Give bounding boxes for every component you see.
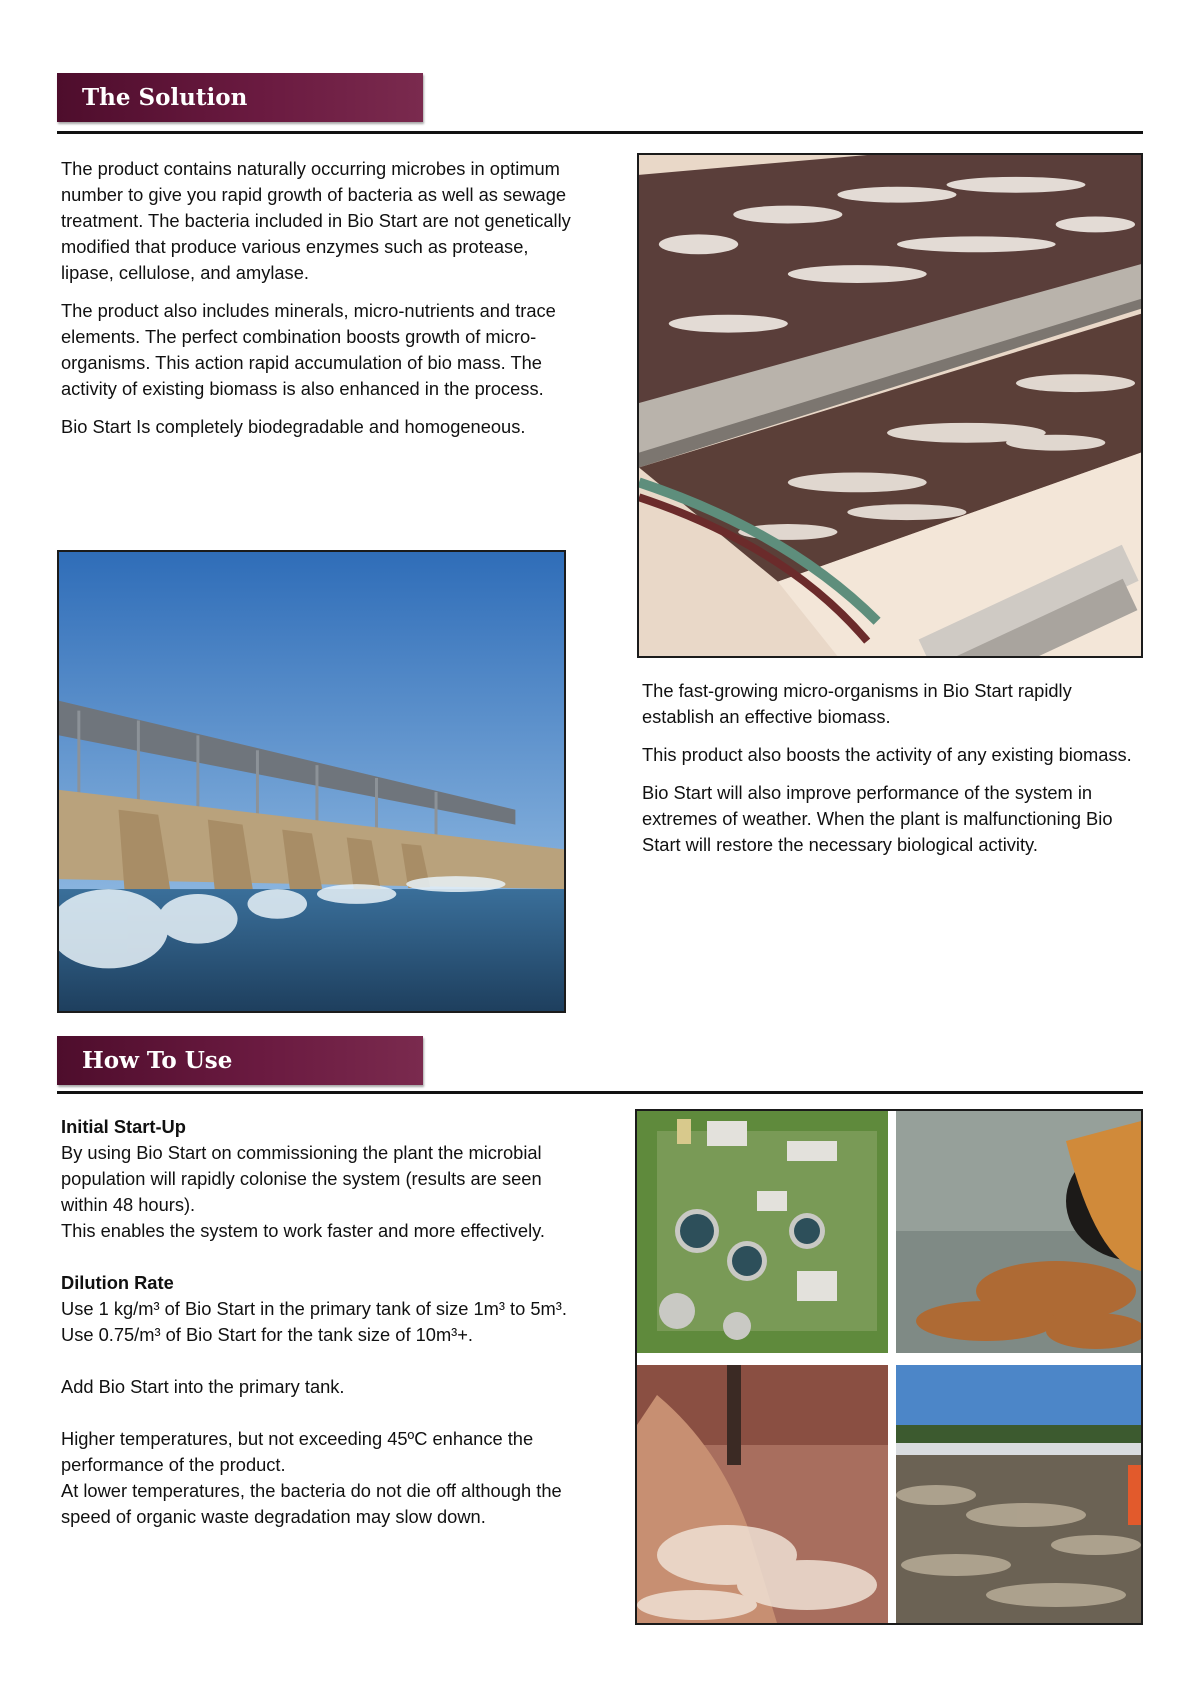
- section-banner-solution: [57, 73, 423, 122]
- startup-heading: Initial Start-Up: [61, 1116, 186, 1137]
- dilution-line: Use 1 kg/m³ of Bio Start in the primary tank of size 1m³ to 5m³.: [61, 1298, 567, 1319]
- paragraph: The product also includes minerals, micro-nutrients and trace elements. The perfect combination boosts growth of micro-organisms. This action rapid accumulation of bio mass. The activity of existing biomass is also enhanced in the process.: [61, 300, 556, 399]
- solution-intro-text: [61, 156, 571, 452]
- paragraph: Bio Start will also improve performance of the system in extremes of weather. When the plant is malfunctioning Bio Start will restore the necessary biological activity.: [642, 782, 1113, 855]
- dam-photo: [57, 550, 566, 1013]
- solution-benefits-text: [642, 678, 1132, 870]
- how-to-use-text: [61, 1114, 571, 1530]
- temperature-note: At lower temperatures, the bacteria do not die off although the speed of organic waste degradation may slow down.: [61, 1480, 562, 1527]
- temperature-note: Higher temperatures, but not exceeding 45ºC enhance the performance of the product.: [61, 1428, 534, 1475]
- section-title: The Solution: [82, 84, 248, 111]
- aeration-tank-photo: [637, 153, 1143, 658]
- sludge-tank-photo: [896, 1365, 1141, 1623]
- polluted-waterfall-photo: [637, 1365, 888, 1623]
- paragraph: The product contains naturally occurring microbes in optimum number to give you rapid growth of bacteria as well as sewage treatment. The bacteria included in Bio Start are not genetically modified that produce various enzymes such as protease, lipase, cellulose, and amylase.: [61, 158, 571, 283]
- add-instruction: Add Bio Start into the primary tank.: [61, 1376, 345, 1397]
- aerial-plant-photo: [637, 1111, 888, 1353]
- startup-text-2: This enables the system to work faster and more effectively.: [61, 1220, 545, 1241]
- paragraph: Bio Start Is completely biodegradable and homogeneous.: [61, 416, 526, 437]
- treatment-photo-grid: [635, 1109, 1143, 1625]
- dilution-heading: Dilution Rate: [61, 1272, 174, 1293]
- paragraph: The fast-growing micro-organisms in Bio Start rapidly establish an effective biomass.: [642, 680, 1072, 727]
- startup-text: By using Bio Start on commissioning the plant the microbial population will rapidly colonise the system (results are seen within 48 hours).: [61, 1142, 542, 1215]
- section-title: How To Use: [82, 1047, 233, 1074]
- dilution-line: Use 0.75/m³ of Bio Start for the tank size of 10m³+.: [61, 1324, 474, 1345]
- discharge-pipe-photo: [896, 1111, 1141, 1353]
- section-banner-how-to-use: [57, 1036, 423, 1085]
- section-divider: [57, 1091, 1143, 1094]
- paragraph: This product also boosts the activity of any existing biomass.: [642, 744, 1132, 765]
- section-divider: [57, 131, 1143, 134]
